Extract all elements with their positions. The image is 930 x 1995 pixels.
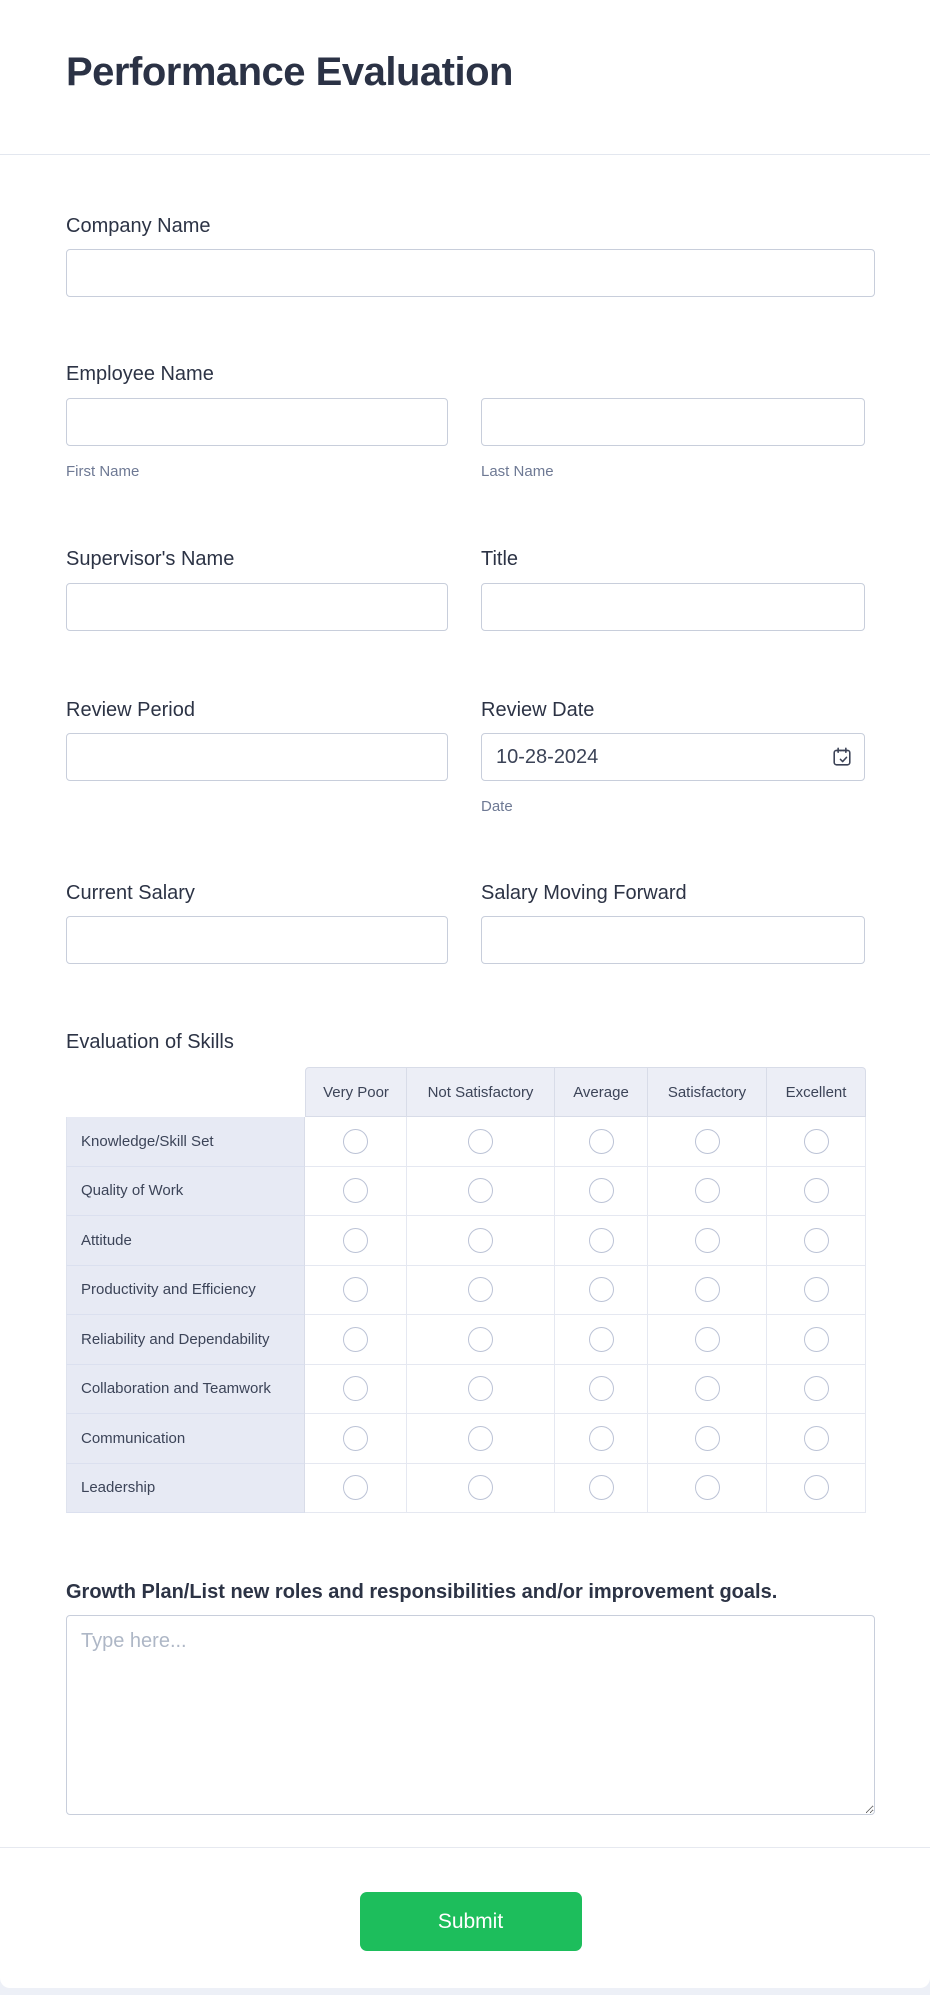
radio-reliability-and-dependability-average[interactable] <box>589 1327 614 1352</box>
radio-productivity-and-efficiency-not-satisfactory[interactable] <box>468 1277 493 1302</box>
skills-cell-collaboration-and-teamwork-excellent <box>767 1365 866 1415</box>
radio-attitude-not-satisfactory[interactable] <box>468 1228 493 1253</box>
skills-cell-communication-average <box>555 1414 648 1464</box>
skills-cell-collaboration-and-teamwork-average <box>555 1365 648 1415</box>
skills-column-header-very-poor: Very Poor <box>305 1067 407 1117</box>
skills-cell-knowledge-skill-set-average <box>555 1117 648 1167</box>
submit-button[interactable]: Submit <box>360 1892 582 1951</box>
radio-communication-average[interactable] <box>589 1426 614 1451</box>
radio-knowledge-skill-set-average[interactable] <box>589 1129 614 1154</box>
skills-row-label-communication: Communication <box>66 1414 305 1464</box>
skills-cell-reliability-and-dependability-excellent <box>767 1315 866 1365</box>
field-title <box>481 545 865 631</box>
form-footer <box>0 1847 930 1988</box>
field-review-period <box>66 696 448 817</box>
radio-leadership-very-poor[interactable] <box>343 1475 368 1500</box>
skills-cell-attitude-very-poor <box>305 1216 407 1266</box>
skills-cell-leadership-excellent <box>767 1464 866 1514</box>
radio-knowledge-skill-set-excellent[interactable] <box>804 1129 829 1154</box>
review-date-input[interactable] <box>481 733 865 781</box>
skills-cell-quality-of-work-excellent <box>767 1167 866 1217</box>
skills-cell-knowledge-skill-set-excellent <box>767 1117 866 1167</box>
radio-attitude-very-poor[interactable] <box>343 1228 368 1253</box>
skills-cell-quality-of-work-very-poor <box>305 1167 407 1217</box>
radio-reliability-and-dependability-not-satisfactory[interactable] <box>468 1327 493 1352</box>
radio-communication-satisfactory[interactable] <box>695 1426 720 1451</box>
row-review <box>66 696 875 817</box>
title-input[interactable] <box>481 583 865 631</box>
radio-collaboration-and-teamwork-average[interactable] <box>589 1376 614 1401</box>
radio-knowledge-skill-set-satisfactory[interactable] <box>695 1129 720 1154</box>
radio-reliability-and-dependability-very-poor[interactable] <box>343 1327 368 1352</box>
skills-column-header-excellent: Excellent <box>767 1067 866 1117</box>
skills-cell-reliability-and-dependability-very-poor <box>305 1315 407 1365</box>
form-body <box>0 212 930 1820</box>
skills-row-label-collaboration-and-teamwork: Collaboration and Teamwork <box>66 1365 305 1415</box>
review-date-label: Review Date <box>481 699 595 721</box>
skills-cell-productivity-and-efficiency-excellent <box>767 1266 866 1316</box>
skills-row-label-quality-of-work: Quality of Work <box>66 1167 305 1217</box>
skills-cell-reliability-and-dependability-average <box>555 1315 648 1365</box>
employee-last-name-group <box>481 398 865 482</box>
form-header <box>0 0 930 155</box>
field-company-name <box>66 212 875 297</box>
skills-matrix-corner-cell <box>66 1067 305 1117</box>
radio-communication-excellent[interactable] <box>804 1426 829 1451</box>
radio-quality-of-work-average[interactable] <box>589 1178 614 1203</box>
radio-leadership-average[interactable] <box>589 1475 614 1500</box>
form-title: Performance Evaluation <box>66 50 513 94</box>
skills-matrix-table <box>66 1067 866 1513</box>
radio-knowledge-skill-set-not-satisfactory[interactable] <box>468 1129 493 1154</box>
current-salary-label: Current Salary <box>66 882 195 904</box>
field-growth-plan <box>66 1578 875 1820</box>
radio-attitude-excellent[interactable] <box>804 1228 829 1253</box>
radio-collaboration-and-teamwork-excellent[interactable] <box>804 1376 829 1401</box>
skills-cell-leadership-average <box>555 1464 648 1514</box>
radio-productivity-and-efficiency-very-poor[interactable] <box>343 1277 368 1302</box>
skills-column-header-not-satisfactory: Not Satisfactory <box>407 1067 555 1117</box>
skills-cell-knowledge-skill-set-not-satisfactory <box>407 1117 555 1167</box>
radio-communication-not-satisfactory[interactable] <box>468 1426 493 1451</box>
skills-cell-communication-not-satisfactory <box>407 1414 555 1464</box>
review-period-input[interactable] <box>66 733 448 781</box>
field-employee-name <box>66 360 875 482</box>
salary-moving-forward-input[interactable] <box>481 916 865 964</box>
radio-productivity-and-efficiency-satisfactory[interactable] <box>695 1277 720 1302</box>
skills-cell-productivity-and-efficiency-satisfactory <box>648 1266 767 1316</box>
current-salary-input[interactable] <box>66 916 448 964</box>
skills-cell-reliability-and-dependability-not-satisfactory <box>407 1315 555 1365</box>
skills-cell-productivity-and-efficiency-average <box>555 1266 648 1316</box>
radio-leadership-satisfactory[interactable] <box>695 1475 720 1500</box>
field-supervisor-name <box>66 545 448 631</box>
title-label: Title <box>481 548 519 570</box>
skills-matrix-label: Evaluation of Skills <box>66 1031 234 1053</box>
employee-first-name-group <box>66 398 448 482</box>
skills-cell-leadership-very-poor <box>305 1464 407 1514</box>
radio-attitude-satisfactory[interactable] <box>695 1228 720 1253</box>
skills-cell-knowledge-skill-set-very-poor <box>305 1117 407 1167</box>
skills-cell-quality-of-work-satisfactory <box>648 1167 767 1217</box>
growth-plan-label: Growth Plan/List new roles and responsibilities and/or improvement goals. <box>66 1581 778 1603</box>
skills-cell-attitude-satisfactory <box>648 1216 767 1266</box>
skills-row-label-attitude: Attitude <box>66 1216 305 1266</box>
skills-column-header-average: Average <box>555 1067 648 1117</box>
first-name-input[interactable] <box>66 398 448 446</box>
radio-reliability-and-dependability-satisfactory[interactable] <box>695 1327 720 1352</box>
radio-collaboration-and-teamwork-not-satisfactory[interactable] <box>468 1376 493 1401</box>
row-supervisor-title <box>66 545 875 631</box>
employee-name-label: Employee Name <box>66 363 214 385</box>
skills-cell-productivity-and-efficiency-very-poor <box>305 1266 407 1316</box>
supervisor-name-label: Supervisor's Name <box>66 548 235 570</box>
skills-row-label-productivity-and-efficiency: Productivity and Efficiency <box>66 1266 305 1316</box>
skills-cell-reliability-and-dependability-satisfactory <box>648 1315 767 1365</box>
field-salary-moving-forward <box>481 879 865 964</box>
radio-collaboration-and-teamwork-satisfactory[interactable] <box>695 1376 720 1401</box>
review-period-label: Review Period <box>66 699 195 721</box>
skills-cell-leadership-satisfactory <box>648 1464 767 1514</box>
first-name-sublabel: First Name <box>66 463 140 480</box>
skills-cell-quality-of-work-not-satisfactory <box>407 1167 555 1217</box>
skills-cell-leadership-not-satisfactory <box>407 1464 555 1514</box>
radio-knowledge-skill-set-very-poor[interactable] <box>343 1129 368 1154</box>
skills-row-label-knowledge-skill-set: Knowledge/Skill Set <box>66 1117 305 1167</box>
skills-cell-productivity-and-efficiency-not-satisfactory <box>407 1266 555 1316</box>
radio-communication-very-poor[interactable] <box>343 1426 368 1451</box>
radio-productivity-and-efficiency-average[interactable] <box>589 1277 614 1302</box>
radio-leadership-excellent[interactable] <box>804 1475 829 1500</box>
supervisor-name-input[interactable] <box>66 583 448 631</box>
field-current-salary <box>66 879 448 964</box>
radio-quality-of-work-excellent[interactable] <box>804 1178 829 1203</box>
skills-cell-collaboration-and-teamwork-very-poor <box>305 1365 407 1415</box>
skills-cell-collaboration-and-teamwork-not-satisfactory <box>407 1365 555 1415</box>
growth-plan-textarea[interactable] <box>66 1615 875 1815</box>
last-name-sublabel: Last Name <box>481 463 554 480</box>
last-name-input[interactable] <box>481 398 865 446</box>
radio-quality-of-work-not-satisfactory[interactable] <box>468 1178 493 1203</box>
calendar-check-icon[interactable] <box>831 746 853 768</box>
radio-reliability-and-dependability-excellent[interactable] <box>804 1327 829 1352</box>
field-review-date <box>481 696 865 817</box>
company-name-label: Company Name <box>66 215 211 237</box>
review-date-sublabel: Date <box>481 798 513 815</box>
radio-leadership-not-satisfactory[interactable] <box>468 1475 493 1500</box>
radio-collaboration-and-teamwork-very-poor[interactable] <box>343 1376 368 1401</box>
radio-productivity-and-efficiency-excellent[interactable] <box>804 1277 829 1302</box>
skills-cell-attitude-average <box>555 1216 648 1266</box>
skills-row-label-reliability-and-dependability: Reliability and Dependability <box>66 1315 305 1365</box>
skills-cell-communication-excellent <box>767 1414 866 1464</box>
skills-cell-attitude-excellent <box>767 1216 866 1266</box>
field-skills-matrix <box>66 1028 875 1513</box>
skills-cell-communication-satisfactory <box>648 1414 767 1464</box>
radio-quality-of-work-very-poor[interactable] <box>343 1178 368 1203</box>
skills-cell-attitude-not-satisfactory <box>407 1216 555 1266</box>
radio-quality-of-work-satisfactory[interactable] <box>695 1178 720 1203</box>
salary-moving-forward-label: Salary Moving Forward <box>481 882 687 904</box>
skills-row-label-leadership: Leadership <box>66 1464 305 1514</box>
skills-cell-collaboration-and-teamwork-satisfactory <box>648 1365 767 1415</box>
company-name-input[interactable] <box>66 249 875 297</box>
row-salary <box>66 879 875 964</box>
skills-column-header-satisfactory: Satisfactory <box>648 1067 767 1117</box>
skills-cell-communication-very-poor <box>305 1414 407 1464</box>
radio-attitude-average[interactable] <box>589 1228 614 1253</box>
skills-cell-quality-of-work-average <box>555 1167 648 1217</box>
skills-cell-knowledge-skill-set-satisfactory <box>648 1117 767 1167</box>
